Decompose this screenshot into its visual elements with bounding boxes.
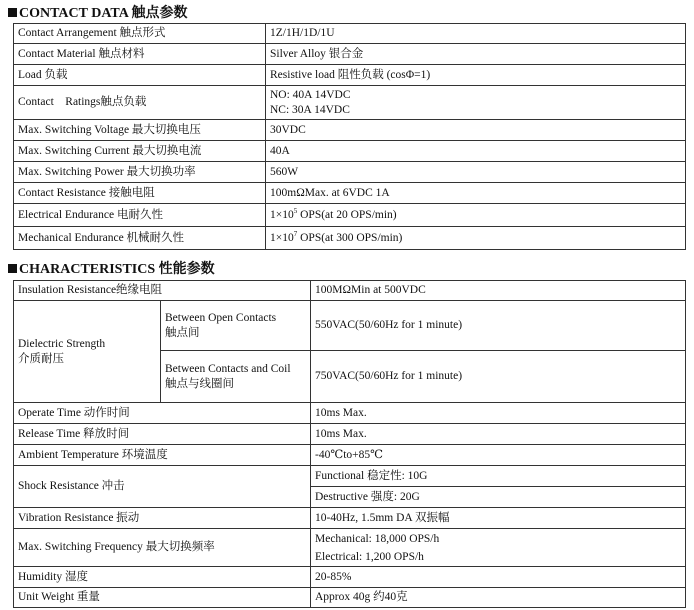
table-row <box>14 227 686 250</box>
row-label: Unit Weight 重量 <box>14 588 311 608</box>
row-value: 20-85% <box>311 567 686 588</box>
row-value: Silver Alloy 银合金 <box>266 44 686 65</box>
table-row <box>14 466 686 487</box>
row-label: Insulation Resistance绝缘电阻 <box>14 281 311 301</box>
characteristics-section-title: CHARACTERISTICS 性能参数 <box>8 262 215 278</box>
row-label: Vibration Resistance 振动 <box>14 508 311 529</box>
value-line: NO: 40A 14VDC <box>270 88 351 101</box>
row-label: Contact Resistance 接触电阻 <box>14 183 266 204</box>
row-value: 100MΩMin at 500VDC <box>311 281 686 301</box>
row-label: Operate Time 动作时间 <box>14 403 311 424</box>
row-value: 750VAC(50/60Hz for 1 minute) <box>311 351 686 403</box>
row-value: 10ms Max. <box>311 403 686 424</box>
table-row <box>14 44 686 65</box>
table-row <box>14 588 686 608</box>
row-value: 1Z/1H/1D/1U <box>266 24 686 44</box>
row-label: Max. Switching Current 最大切换电流 <box>14 141 266 162</box>
row-value: 100mΩMax. at 6VDC 1A <box>266 183 686 204</box>
value-line: Electrical: 1,200 OPS/h <box>315 550 424 563</box>
row-value: Approx 40g 约40克 <box>311 588 686 608</box>
square-bullet-icon <box>8 264 17 273</box>
row-label: Shock Resistance 冲击 <box>14 466 311 508</box>
dielectric-sub-label: Between Open Contacts 触点间 <box>161 301 311 351</box>
value-line: NC: 30A 14VDC <box>270 103 350 116</box>
row-value: 10-40Hz, 1.5mm DA 双振幅 <box>311 508 686 529</box>
row-value <box>311 529 686 567</box>
value-line: Mechanical: 18,000 OPS/h <box>315 532 440 545</box>
row-label: Release Time 释放时间 <box>14 424 311 445</box>
table-row <box>14 301 686 351</box>
row-label: Max. Switching Frequency 最大切换频率 <box>14 529 311 567</box>
dielectric-label: Dielectric Strength 介质耐压 <box>14 301 161 403</box>
row-label: Contact Material 触点材料 <box>14 44 266 65</box>
row-label: Load 负载 <box>14 65 266 86</box>
dielectric-sub-label: Between Contacts and Coil 触点与线圈间 <box>161 351 311 403</box>
table-row <box>14 204 686 227</box>
square-bullet-icon <box>8 8 17 17</box>
row-value: Functional 稳定性: 10G <box>311 466 686 487</box>
table-row <box>14 86 686 120</box>
row-value <box>266 86 686 120</box>
row-label: Electrical Endurance 电耐久性 <box>14 204 266 227</box>
table-row <box>14 183 686 204</box>
table-row <box>14 529 686 567</box>
row-value: Destructive 强度: 20G <box>311 487 686 508</box>
row-value: 30VDC <box>266 120 686 141</box>
row-label: Humidity 湿度 <box>14 567 311 588</box>
table-row <box>14 403 686 424</box>
table-row <box>14 65 686 86</box>
row-value: 40A <box>266 141 686 162</box>
row-label: Mechanical Endurance 机械耐久性 <box>14 227 266 250</box>
row-value: 560W <box>266 162 686 183</box>
row-value: Resistive load 阻性负载 (cosΦ=1) <box>266 65 686 86</box>
table-row <box>14 445 686 466</box>
table-row <box>14 162 686 183</box>
contact-data-table <box>13 23 686 250</box>
row-value: 550VAC(50/60Hz for 1 minute) <box>311 301 686 351</box>
row-label: Max. Switching Voltage 最大切换电压 <box>14 120 266 141</box>
table-row <box>14 567 686 588</box>
row-label: Max. Switching Power 最大切换功率 <box>14 162 266 183</box>
table-row <box>14 281 686 301</box>
row-value: $1\times 10^7$ OPS(at 300 OPS/min) <box>266 227 686 250</box>
row-label: Contact Arrangement 触点形式 <box>14 24 266 44</box>
row-label: Contact Ratings触点负载 <box>14 86 266 120</box>
table-row <box>14 24 686 44</box>
table-row <box>14 424 686 445</box>
characteristics-table <box>13 280 686 608</box>
row-value: -40℃to+85℃ <box>311 445 686 466</box>
table-row <box>14 141 686 162</box>
row-value: $1\times 10^5$ OPS(at 20 OPS/min) <box>266 204 686 227</box>
row-label: Ambient Temperature 环境温度 <box>14 445 311 466</box>
row-value: 10ms Max. <box>311 424 686 445</box>
contact-section-title: CONTACT DATA 触点参数 <box>8 6 188 22</box>
table-row <box>14 120 686 141</box>
table-row <box>14 508 686 529</box>
